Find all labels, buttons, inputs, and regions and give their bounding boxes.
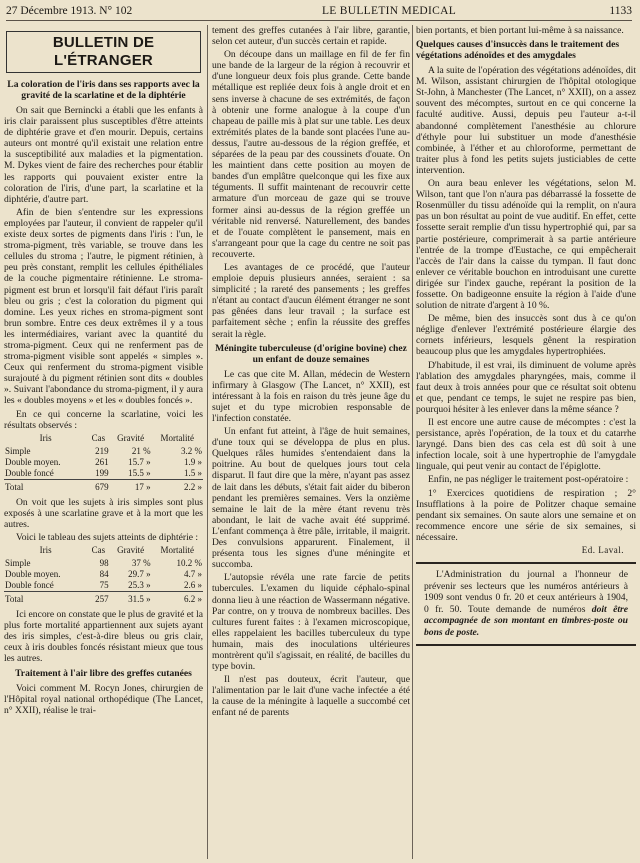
paragraph: On voit que les sujets à iris simples sont plus exposés à une scarlatine grave et à la mort que les autres. — [4, 496, 203, 530]
paragraph: Il est encore une autre cause de mécomptes : c'est la persistance, après l'opération, de la toux et du catarrhe laryngé. Dans bien des cas cela est dû soit à une infection locale, soit à une hypertrophie de l'amygdale linguale, qui peut venir au contact de l'épiglotte. — [416, 417, 636, 473]
table-cell: 15.7 » — [128, 456, 151, 467]
table-cell: 261 — [95, 456, 109, 467]
diphterie-table — [4, 545, 203, 605]
section-title: BULLETIN DE L'ÉTRANGER — [6, 31, 201, 73]
table-row — [4, 468, 203, 480]
table-cell: 2.6 » — [184, 580, 202, 591]
table-row — [4, 558, 203, 569]
table-cell: 31.5 » — [110, 592, 152, 606]
paragraph: tement des greffes cutanées à l'air libre, garantie, selon cet auteur, d'un succès certain et rapide. — [212, 25, 410, 48]
table-cell: 4.7 » — [184, 569, 202, 580]
issue-date: 27 Décembre 1913. N° 102 — [6, 5, 133, 17]
table-cell: Double foncé — [5, 580, 54, 591]
column-2 — [212, 25, 410, 859]
article-title: Quelques causes d'insuccès dans le traitement des végétations adénoïdes et des amygdales — [416, 39, 620, 62]
paragraph: Afin de bien s'entendre sur les expressions employées par l'auteur, il convient de rappeler qu'il existe deux sortes de pigments dans l'iris : l'un, le stroma-pigment, très variable, se trouve dans les cellules du stroma ; l'autre, le pigment rétinien, à peu près constant, remplit les cellules épithéliales de la couche pigmentaire rétinienne. Le stroma-pigment est brun et lorsqu'il fait défaut l'iris paraît bleu ou gris ; c'est la coloration du pigment qui domine. Les yeux riches en stroma-pigment sont brun sombre. Entre ces deux extrêmes il y a tous les intermédiaires, variant avec la quantité du stroma-pigment. Ceux qui ne renferment pas de stroma-pigment visible sont appelés « simples ». Ceux qui renferment du stroma-pigment visible surajouté à du pigment rétinien sont dits « doubles ». Suivant l'abondance du stroma-pigment, il y aura les « doubles moyens » et les « doubles foncés ». — [4, 206, 203, 407]
column-rule — [207, 25, 208, 859]
paragraph: A la suite de l'opération des végétations adénoïdes, dit M. Wilson, assistant chirurgien de l'hôpital otologique St-John, à Manchester (The Lancet, n° XXII), on a assez souvent des mécomptes, surtout en ce qui concerne la faculté auditive. Aussi, depuis peu l'auteur a-t-il abandonné complètement l'anesthésie au chlorure d'éthyle pour lui substituer un mode d'anesthésie combinée, à l'éther et au chloroforme, permettant de traiter plus à fond les petits sujets justiciables de cette intervention. — [416, 65, 636, 176]
table-cell: 1.9 » — [184, 456, 202, 467]
table-cell: 21 % — [131, 445, 151, 456]
article-title: Méningite tuberculeuse (d'origine bovine) chez un enfant de douze semaines — [215, 342, 407, 365]
paragraph: 1° Exercices quotidiens de respiration ; 2° Insufflations à la poire de Politzer chaque semaine pendant six semaines. On saute alors une semaine et on recommence encore une série de six semaines, si nécessaire. — [416, 487, 636, 543]
paragraph: Un enfant fut atteint, à l'âge de huit semaines, d'une toux qui se développa de plus en plus. Quelques râles humides s'entendaient dans la poitrine. Au bout de quelques jours tout cela disparut. Il faut dire que la mère, n'ayant pas assez de lait dans les débuts, s'était fait aider du biberon pendant les premières semaines. Vers la onzième semaine le lait de la mère étant revenu très abondant, le lait de vache avait été supprimé. L'enfant commença à être pâle, irritable, il maigrit. Des convulsions apparurent. Finalement, il présenta tous les signes d'une méningite et succomba. — [212, 426, 410, 571]
scarlatine-table — [4, 433, 203, 493]
administration-notice — [416, 562, 636, 646]
notice-text: L'Administration du journal a l'honneur de prévenir ses lecteurs que les numéros antérieurs à 1909 sont vendus 0 fr. 20 et ceux antérieurs à 1904, 0 fr. 50. Toute demande de numéros — [424, 569, 628, 615]
author-signature: Ed. Laval. — [581, 545, 624, 556]
column-header: Iris — [39, 545, 52, 556]
table-header-row — [4, 545, 203, 558]
paragraph: De même, bien des insuccès sont dus à ce qu'on néglige d'enlever l'extrémité postérieure élargie des cornets inférieurs, lesquels gênent la respiration beaucoup plus que les amygdales hypertrophiées. — [416, 313, 636, 358]
column-1 — [4, 25, 203, 859]
paragraph: On découpe dans un maillage en fil de fer fin une bande de la largeur de la région à recouvrir et d'une longueur deux fois plus grande. Cette bande métallique est repliée deux fois à angle droit et en sens inverse à chacune de ses extrémités, de façon à obtenir une forme analogue à la coupe d'un chapeau de paille mis à plat sur une table. Les deux extrémités plates de la bande sont placées l'une au-dessus, l'autre au-dessous de la région greffée, et séparées de la peau par des coussinets d'ouate. On les maintient dans cette position au moyen de bandes d'un emplâtre quelconque qui les fixe aux téguments. Il suffit maintenant de recouvrir cette armature d'un morceau de gaze qui se trouve former ainsi au-dessus de la région greffée un véritable nid renversé. Naturellement, des bandes et de l'ouate complètent le pansement, mais en s'arrangeant pour que la cage du centre ne soit pas recouverte. — [212, 49, 410, 260]
column-header: Gravité — [117, 545, 145, 556]
table-cell: 17 » — [110, 479, 152, 493]
page-header — [6, 2, 632, 21]
table-cell: 3.2 % — [181, 445, 202, 456]
table-row — [4, 446, 203, 457]
table-header-row — [4, 433, 203, 446]
column-header: Cas — [91, 545, 106, 556]
paragraph: Il n'est pas douteux, écrit l'auteur, que l'alimentation par le lait d'une vache infectée a été la cause de la méningite à laquelle a succombé cet enfant né de parents — [212, 674, 410, 719]
table-total-row — [4, 479, 203, 493]
table-cell: 1.5 » — [184, 467, 202, 478]
journal-name: LE BULLETIN MEDICAL — [321, 5, 457, 17]
table-cell: 37 % — [131, 558, 151, 569]
table-row — [4, 569, 203, 580]
article-title: Traitement à l'air libre des greffes cutanées — [15, 667, 192, 679]
table-cell: Simple — [5, 558, 31, 569]
paragraph: Le cas que cite M. Allan, médecin de Western infirmary à Glasgow (The Lancet, n° XXII), est intéressant à la fois en raison du très jeune âge du sujet et du type microbien responsable de l'infection constatée. — [212, 368, 410, 424]
paragraph: L'autopsie révéla une rate farcie de petits tubercules. L'examen du liquide céphalo-spinal donna lieu à une réaction de Wassermann négative. Par contre, on y trouva de nombreux bacilles. Des cultures furent faites : à l'examen microscopique, elles rappelaient les bacilles tuberculeux du type humain, mais des inoculations ultérieures montrèrent qu'il s'agissait, en réalité, de bacilles du type bovin. — [212, 572, 410, 673]
column-rule — [412, 25, 413, 859]
paragraph: Les avantages de ce procédé, que l'auteur emploie depuis plusieurs années, seraient : sa simplicité ; la rareté des pansements ; les greffes n'étant au contact d'aucun élément étranger ne sont pas gênées dans leur travail ; la surface est parfaitement sèche ; enfin la réussite des greffes serait la règle. — [212, 261, 410, 340]
column-header: Cas — [91, 432, 106, 443]
article-title: La coloration de l'iris dans ses rapports avec la gravité de la scarlatine et de la diphtérie — [7, 79, 200, 101]
table-cell: Double moyen. — [5, 456, 61, 467]
table-cell: Double moyen. — [5, 569, 61, 580]
paragraph: On sait que Bernincki a établi que les enfants à iris clair paraissent plus susceptibles d'être atteints de diphtérie grave et d'en mourir. Depuis, certains auteurs ont montré qu'il existait une relation entre la susceptibilité aux maladies et la pigmentation. M. Dykes vient de faire des recherches pour établir les rapports qui pouvaient exister entre la coloration de l'iris, d'une part, la scarlatine et la diphtérie, d'autre part. — [4, 105, 203, 205]
table-cell: 199 — [95, 467, 109, 478]
paragraph: Ici encore on constate que le plus de gravité et la plus forte mortalité appartiennent aux sujets ayant des iris simples, c'est-à-dire bleus ou gris clair, ceux à iris doubles foncés résistant mieux que tous les autres. — [4, 609, 203, 665]
table-cell: 25.3 » — [128, 580, 151, 591]
paragraph: D'habitude, il est vrai, ils diminuent de volume après l'ablation des amygdales pharyngées, mais, comme il faut deux à trois années pour que ce résultat soit obtenu et que, pendant ce temps, le sujet ne respire pas bien, pourquoi hésiter à les enlever dans la même séance ? — [416, 359, 636, 415]
paragraph: Voici comment M. Rocyn Jones, chirurgien de l'Hôpital royal national orthopédique (The Lancet, n° XXII), réalise le trai- — [4, 682, 203, 716]
column-3 — [416, 25, 636, 859]
table-cell: 2.2 » — [152, 479, 203, 493]
paragraph: Voici le tableau des sujets atteints de diphtérie : — [16, 532, 199, 543]
table-cell: Simple — [5, 445, 31, 456]
column-header: Mortalité — [160, 432, 195, 443]
table-cell: 6.2 » — [152, 592, 203, 606]
paragraph: En ce qui concerne la scarlatine, voici les résultats observés : — [4, 408, 203, 431]
column-header: Mortalité — [160, 545, 195, 556]
table-cell: 98 — [99, 558, 109, 569]
table-cell: 84 — [99, 569, 109, 580]
table-cell: 10.2 % — [176, 558, 202, 569]
paragraph: bien portants, et bien portant lui-même à sa naissance. — [416, 25, 624, 36]
table-cell: 15.5 » — [128, 467, 151, 478]
table-row — [4, 580, 203, 592]
paragraph: On aura beau enlever les végétations, selon M. Wilson, tant que l'on n'aura pas débarrassé la fossette de Rosenmüller du tissu adénoïde qui la remplit, on n'aura pas un bon résultat au point de vue auditif. En effet, cette fossette serait remplie d'un tissu hypertrophié qui, par sa partie postérieure, comprimerait à sa partie antérieure l'entrée de la trompe d'Eustache, ce qui empêcherait l'accès de l'air dans la caisse du tympan. Il faut donc enlever ce véritable bouchon en introduisant une curette dirigée sur l'index gauche, repérant la position de la fossette. On badigeonne ensuite la région à l'aide d'une solution de nitrate d'argent à 10 %. — [416, 178, 636, 312]
table-cell: Total — [4, 592, 87, 606]
table-row — [4, 457, 203, 468]
page-number: 1133 — [609, 5, 632, 17]
notice-emphasis: doit être accompagnée de son montant en timbres-poste ou bons de poste. — [424, 603, 628, 638]
table-cell: Total — [4, 479, 87, 493]
table-cell: 219 — [95, 445, 109, 456]
paragraph: Enfin, ne pas négliger le traitement post-opératoire : — [428, 474, 629, 486]
table-cell: 679 — [87, 479, 109, 493]
column-header: Gravité — [117, 432, 145, 443]
table-cell: Double foncé — [5, 467, 54, 478]
table-cell: 257 — [87, 592, 109, 606]
table-total-row — [4, 592, 203, 606]
column-header: Iris — [39, 432, 52, 443]
table-cell: 29.7 » — [128, 569, 151, 580]
table-cell: 75 — [99, 580, 109, 591]
